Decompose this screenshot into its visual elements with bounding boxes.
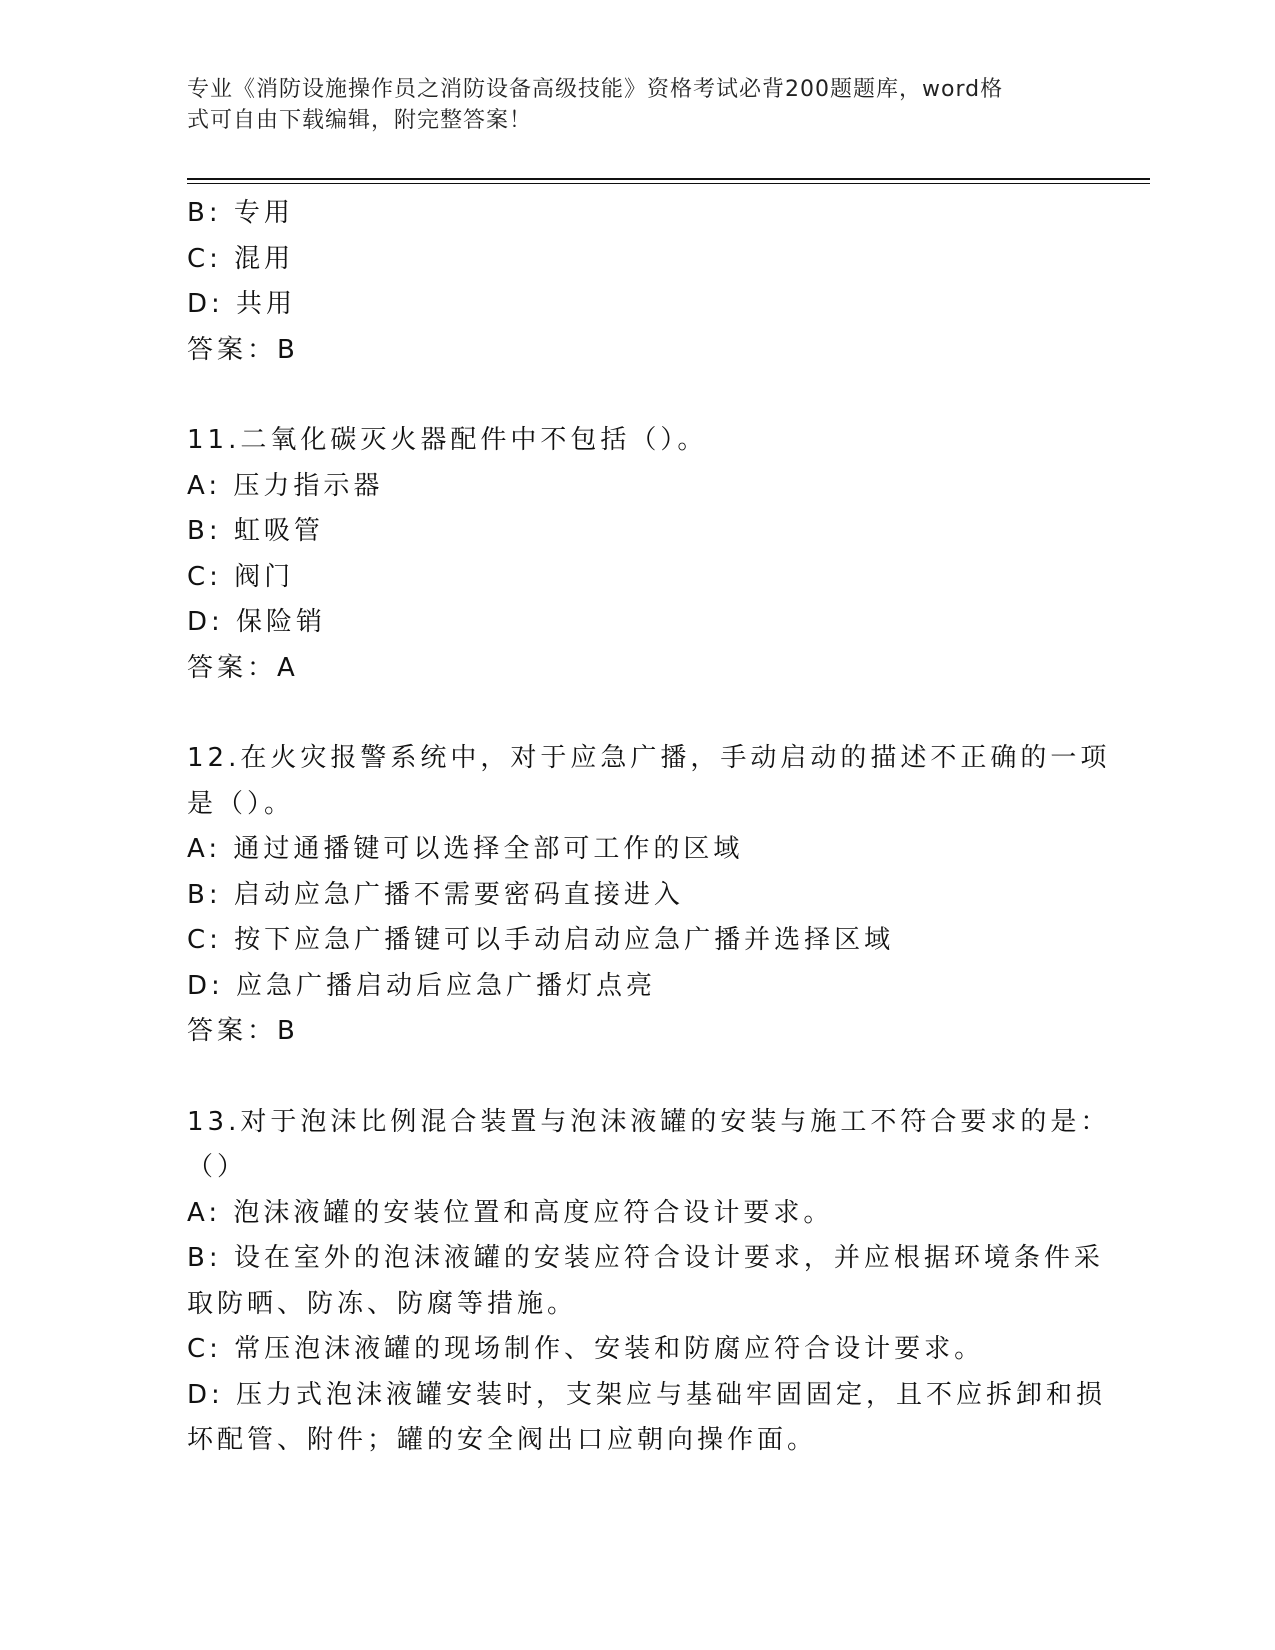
- q12-answer: 答案：B: [187, 1016, 299, 1046]
- q13-option-b-line-2: 取防晒、防冻、防腐等措施。: [187, 1288, 578, 1319]
- q12-option-a: A: 通过通播键可以选择全部可工作的区域: [187, 834, 744, 864]
- q10-answer: 答案：B: [187, 334, 299, 365]
- q12-option-b: B: 启动应急广播不需要密码直接进入: [187, 879, 684, 910]
- spacer: [187, 691, 1087, 736]
- header-line-2: 式可自由下载编辑，附完整答案！: [187, 108, 533, 133]
- q13-option-c: C: 常压泡沫液罐的现场制作、安装和防腐应符合设计要求。: [187, 1334, 985, 1364]
- question-10-block: [187, 191, 1087, 373]
- header-divider-thick: [187, 178, 1150, 180]
- header-divider-thin: [187, 183, 1150, 184]
- q11-option-b: B: 虹吸管: [187, 516, 324, 546]
- spacer: [187, 1055, 1087, 1100]
- q12-question-line-1: 12.在火灾报警系统中，对于应急广播，手动启动的描述不正确的一项: [187, 743, 1111, 773]
- q13-option-d-line-2: 坏配管、附件；罐的安全阀出口应朝向操作面。: [187, 1425, 818, 1455]
- q12-option-d: D: 应急广播启动后应急广播灯点亮: [187, 970, 657, 1001]
- q11-question: 11.二氧化碳灭火器配件中不包括（）。: [187, 425, 708, 455]
- q13-option-b-line-1: B: 设在室外的泡沫液罐的安装应符合设计要求，并应根据环境条件采: [187, 1243, 1104, 1273]
- question-content: [187, 191, 1111, 1464]
- question-12-block: [187, 736, 1111, 1055]
- q13-question-line-1: 13.对于泡沫比例混合装置与泡沫液罐的安装与施工不符合要求的是：: [187, 1106, 1111, 1137]
- q13-option-d-line-1: D: 压力式泡沫液罐安装时，支架应与基础牢固固定，且不应拆卸和损: [187, 1379, 1107, 1410]
- q10-option-d: D: 共用: [187, 289, 297, 319]
- q12-option-c: C: 按下应急广播键可以手动启动应急广播并选择区域: [187, 925, 895, 955]
- q11-option-a: A: 压力指示器: [187, 470, 384, 501]
- q13-option-a: A: 泡沫液罐的安装位置和高度应符合设计要求。: [187, 1197, 834, 1228]
- q10-option-c: C: 混用: [187, 243, 295, 274]
- question-11-block: [187, 418, 1087, 691]
- q12-question-line-2: 是（）。: [187, 788, 295, 819]
- question-13-block: [187, 1100, 1111, 1464]
- q11-option-d: D: 保险销: [187, 607, 327, 637]
- header-line-1: 专业《消防设施操作员之消防设备高级技能》资格考试必背200题题库，word格: [187, 77, 1004, 102]
- q13-question-line-2: （）: [187, 1152, 248, 1182]
- q11-option-c: C: 阀门: [187, 561, 295, 592]
- q11-answer: 答案：A: [187, 652, 299, 683]
- document-header: [187, 74, 1067, 136]
- spacer: [187, 373, 1087, 418]
- q10-option-b: B: 专用: [187, 198, 294, 228]
